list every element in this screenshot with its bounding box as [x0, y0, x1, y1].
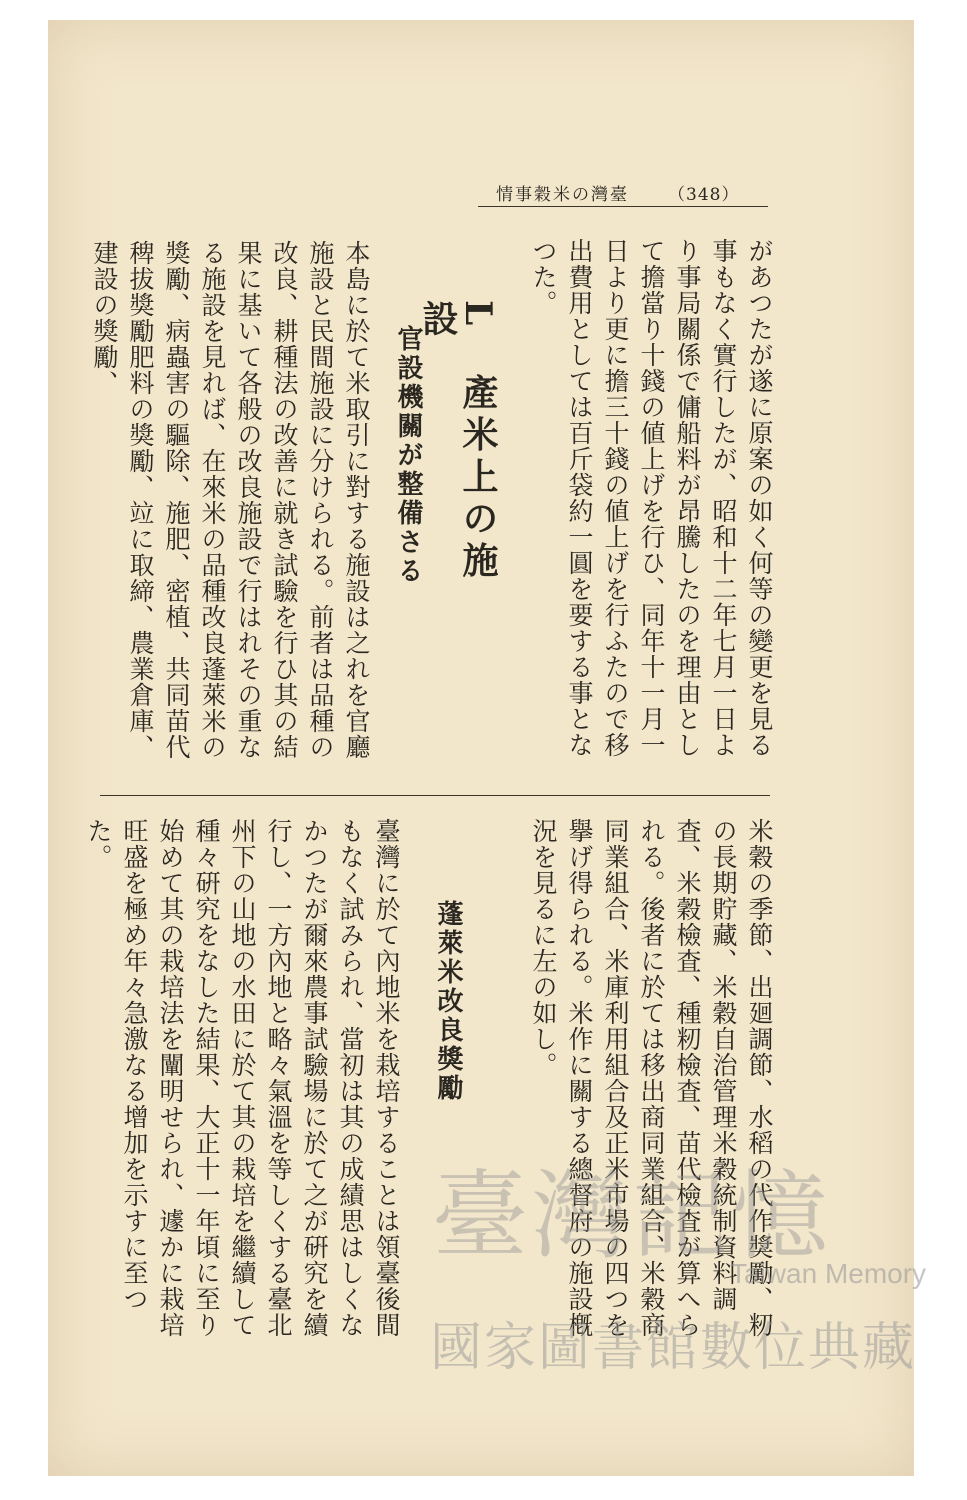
watermark-logo: 臺灣記憶 [432, 1160, 832, 1272]
body-paragraph-2: 臺灣に於て內地米を栽培することは領臺後間もなく試みられ、當初は其の成績思はしくなかつたが爾來農事試驗場に於て之が硏究を續行し、一方內地と略々氣溫を等しくする臺北州下の山地の水田に於て其の栽培を繼續して種々硏究をなした結果、大正十一年頃に至り始めて其の栽培法を闡明せられ、遽かに栽培旺盛を極め年々急激なる增加を示すに至つた。 [84, 818, 401, 1338]
body-paragraph-1: 本島に於て米取引に對する施設は之れを官廳施設と民間施設に分けられる。前者は品種の改良、耕種法の改善に就き試驗を行ひ其の結果に基いて各般の改良施設で行はれその重なる施設を見れば、在來米の品種改良蓬萊米の獎勵、病蟲害の驅除、施肥、密植、共同苗代稗拔獎勵肥料の獎勵、竝に取締、農業倉庫、建設の獎勵、 [90, 240, 371, 760]
intro-paragraph: があつたが遂に原案の如く何等の變更を見る事もなく實行したが、昭和十二年七月一日より事局關係で傭船料が昂騰したのを理由として擔當り十錢の値上げを行ひ、同年十一月一日より更に擔三十錢の値上げを行ふたので移出費用としては百斤袋約一圓を要する事となつた。 [529, 238, 774, 758]
watermark-chinese: 國家圖書館數位典藏 [430, 1318, 917, 1378]
subsection-heading-2: 蓬萊米改良獎勵 [433, 900, 463, 1103]
journal-title: 情事穀米の灣臺 [496, 185, 629, 205]
subsection-heading: 官設機關が整備さる [393, 325, 423, 586]
running-header [478, 176, 768, 207]
section-divider [100, 795, 770, 796]
continued-paragraph: 米穀の季節、出廻調節、水稻の代作獎勵、籾の長期貯藏、米穀自治管理米穀統制資料調査、米穀檢査、種籾檢査、苗代檢査が算へられる。後者に於ては移出商同業組合、米穀商同業組合、米庫利用組合及正米市場の四つを擧げ得られる。米作に關する總督府の施設槪況を見るに左の如し。 [529, 818, 774, 1338]
page-number: （348） [668, 185, 740, 205]
section-heading: L 產米上の施設 [417, 300, 499, 584]
watermark-english: Taiwan Memory [730, 1258, 927, 1289]
